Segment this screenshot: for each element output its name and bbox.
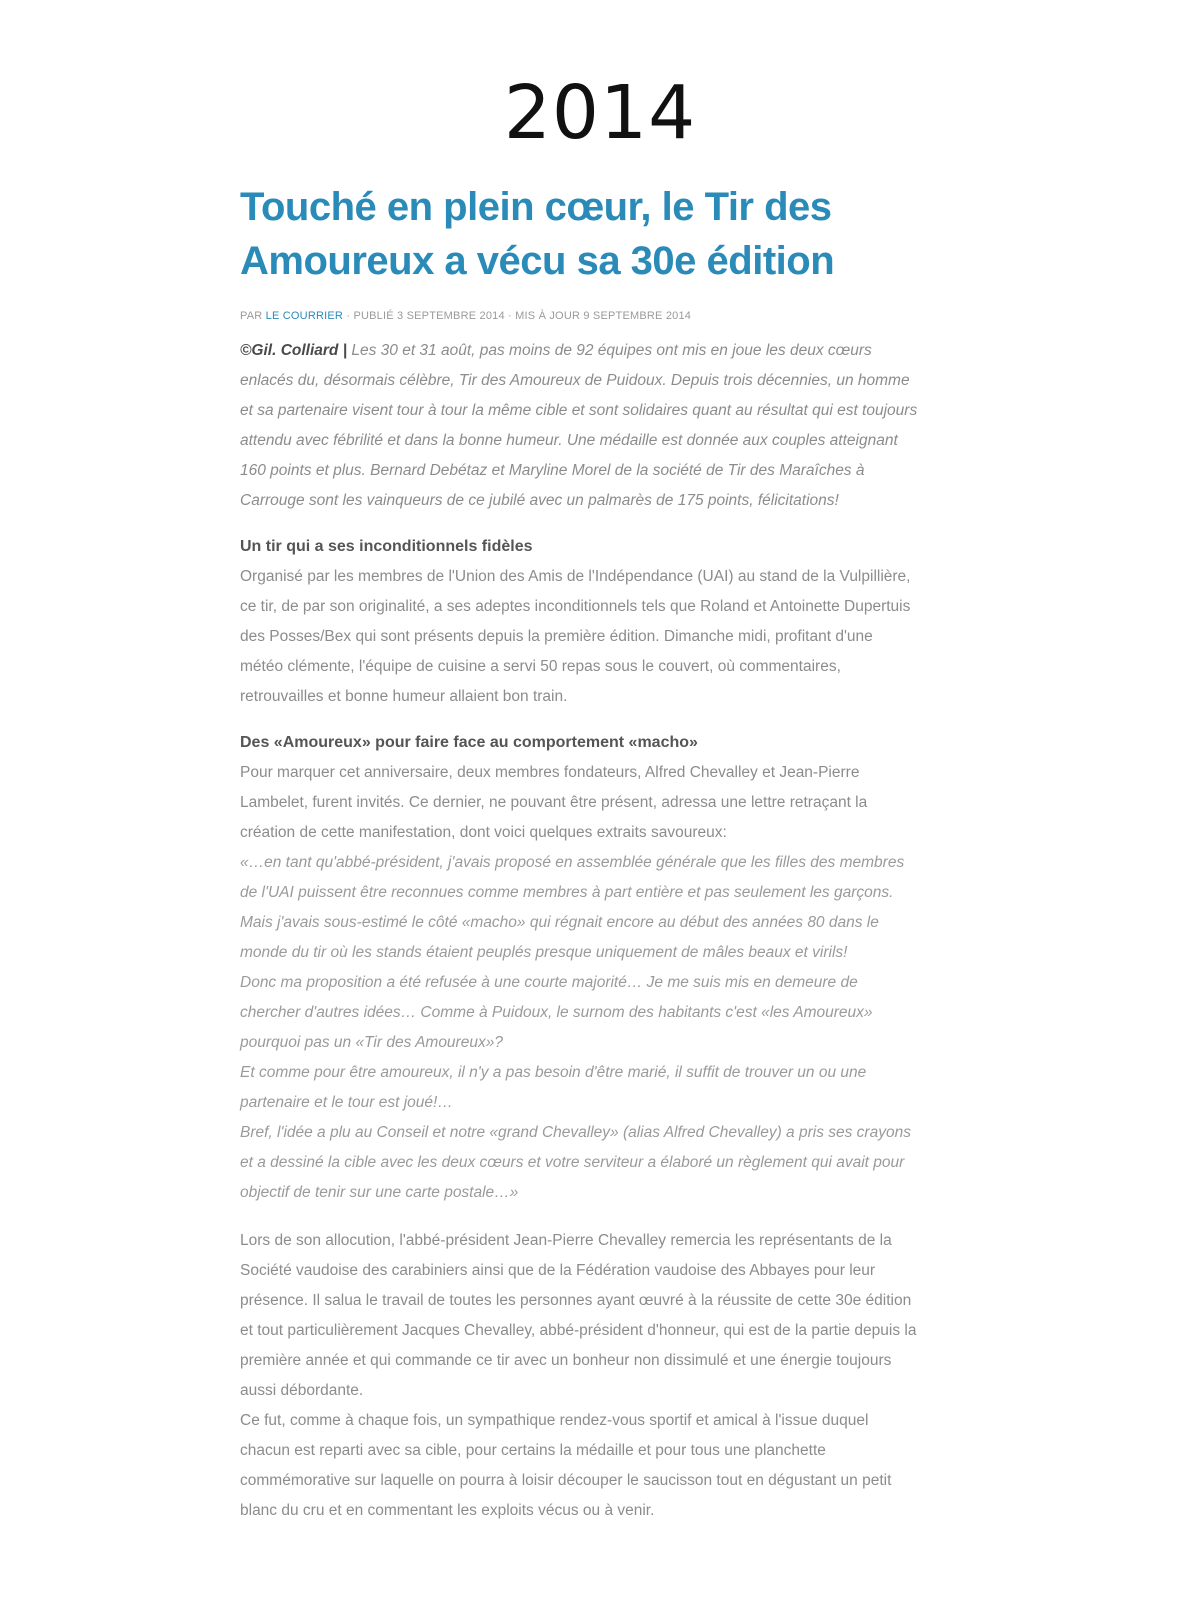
quote-paragraph: Bref, l'idée a plu au Conseil et notre «grand Chevalley» (alias Alfred Chevalley) a pris ses crayons et a dessiné la cible avec les deux cœurs et votre serviteur a élaboré un règlement qui avait pour objectif de tenir sur une carte postale…» (240, 1124, 911, 1201)
quote-paragraph: Donc ma proposition a été refusée à une courte majorité… Je me suis mis en demeure de chercher d'autres idées… Comme à Puidoux, le surnom des habitants c'est «les Amoureux» pourquoi pas un «Tir des Amoureux»? (240, 974, 873, 1051)
lead-text: Les 30 et 31 août, pas moins de 92 équipes ont mis en joue les deux cœurs enlacés du, désormais célèbre, Tir des Amoureux de Puidoux. Depuis trois décennies, un homme et sa partenaire visent tour à tour la même cible et sont solidaires quant au résultat qui est toujours attendu avec fébrilité et dans la bonne humeur. Une médaille est donnée aux couples atteignant 160 points et plus. Bernard Debétaz et Maryline Morel de la société de Tir des Maraîches à Carrouge sont les vainqueurs de ce jubilé avec un palmarès de 175 points, félicitations! (240, 342, 918, 509)
byline-prefix: PAR (240, 310, 263, 322)
article (240, 180, 1020, 1526)
article-byline (240, 310, 1020, 322)
article-title: Touché en plein cœur, le Tir des Amoureux a vécu sa 30e édition (240, 185, 835, 283)
lead-paragraph (240, 336, 920, 516)
year-heading: 2014 (503, 70, 697, 156)
quote-paragraph: «…en tant qu'abbé-président, j'avais proposé en assemblée générale que les filles des membres de l'UAI puissent être reconnues comme membres à part entière et pas seulement les garçons. Mais j'avais sous-estimé le côté «macho» qui régnait encore au début des années 80 dans le monde du tir où les stands étaient peuplés presque uniquement de mâles beaux et virils! (240, 854, 905, 961)
byline-author-link[interactable]: LE COURRIER (265, 310, 344, 322)
section-paragraph: Organisé par les membres de l'Union des Amis de l'Indépendance (UAI) au stand de la Vulpillière, ce tir, de par son originalité, a ses adeptes inconditionnels tels que Roland et Antoinette Dupertuis des Posses/Bex qui sont présents depuis la première édition. Dimanche midi, profitant d'une météo clémente, l'équipe de cuisine a servi 50 repas sous le couvert, où commentaires, retrouvailles et bonne humeur allaient bon train. (240, 568, 911, 705)
closing-paragraph: Ce fut, comme à chaque fois, un sympathique rendez-vous sportif et amical à l'issue duquel chacun est reparti avec sa cible, pour certains la médaille et pour tous une planchette commémorative sur laquelle on pourra à loisir découper le saucisson tout en dégustant un petit blanc du cru et en commentant les exploits vécus ou à venir. (240, 1412, 892, 1519)
photo-credit: ©Gil. Colliard | (240, 342, 348, 359)
byline-dates: · PUBLIÉ 3 SEPTEMBRE 2014 · MIS À JOUR 9 SEPTEMBRE 2014 (346, 310, 692, 322)
section-heading: Un tir qui a ses inconditionnels fidèles (240, 538, 533, 555)
article-body (240, 336, 920, 1526)
section-heading: Des «Amoureux» pour faire face au comportement «macho» (240, 734, 698, 751)
section-paragraph: Pour marquer cet anniversaire, deux membres fondateurs, Alfred Chevalley et Jean-Pierre Lambelet, furent invités. Ce dernier, ne pouvant être présent, adressa une lettre retraçant la création de cette manifestation, dont voici quelques extraits savoureux: (240, 764, 868, 841)
closing-paragraph: Lors de son allocution, l'abbé-président Jean-Pierre Chevalley remercia les représentants de la Société vaudoise des carabiniers ainsi que de la Fédération vaudoise des Abbayes pour leur présence. Il salua le travail de toutes les personnes ayant œuvré à la réussite de cette 30e édition et tout particulièrement Jacques Chevalley, abbé-président d'honneur, qui est de la partie depuis la première année et qui commande ce tir avec un bonheur non dissimulé et une énergie toujours aussi débordante. (240, 1232, 917, 1399)
quote-paragraph: Et comme pour être amoureux, il n'y a pas besoin d'être marié, il suffit de trouver un ou une partenaire et le tour est joué!… (240, 1064, 867, 1111)
